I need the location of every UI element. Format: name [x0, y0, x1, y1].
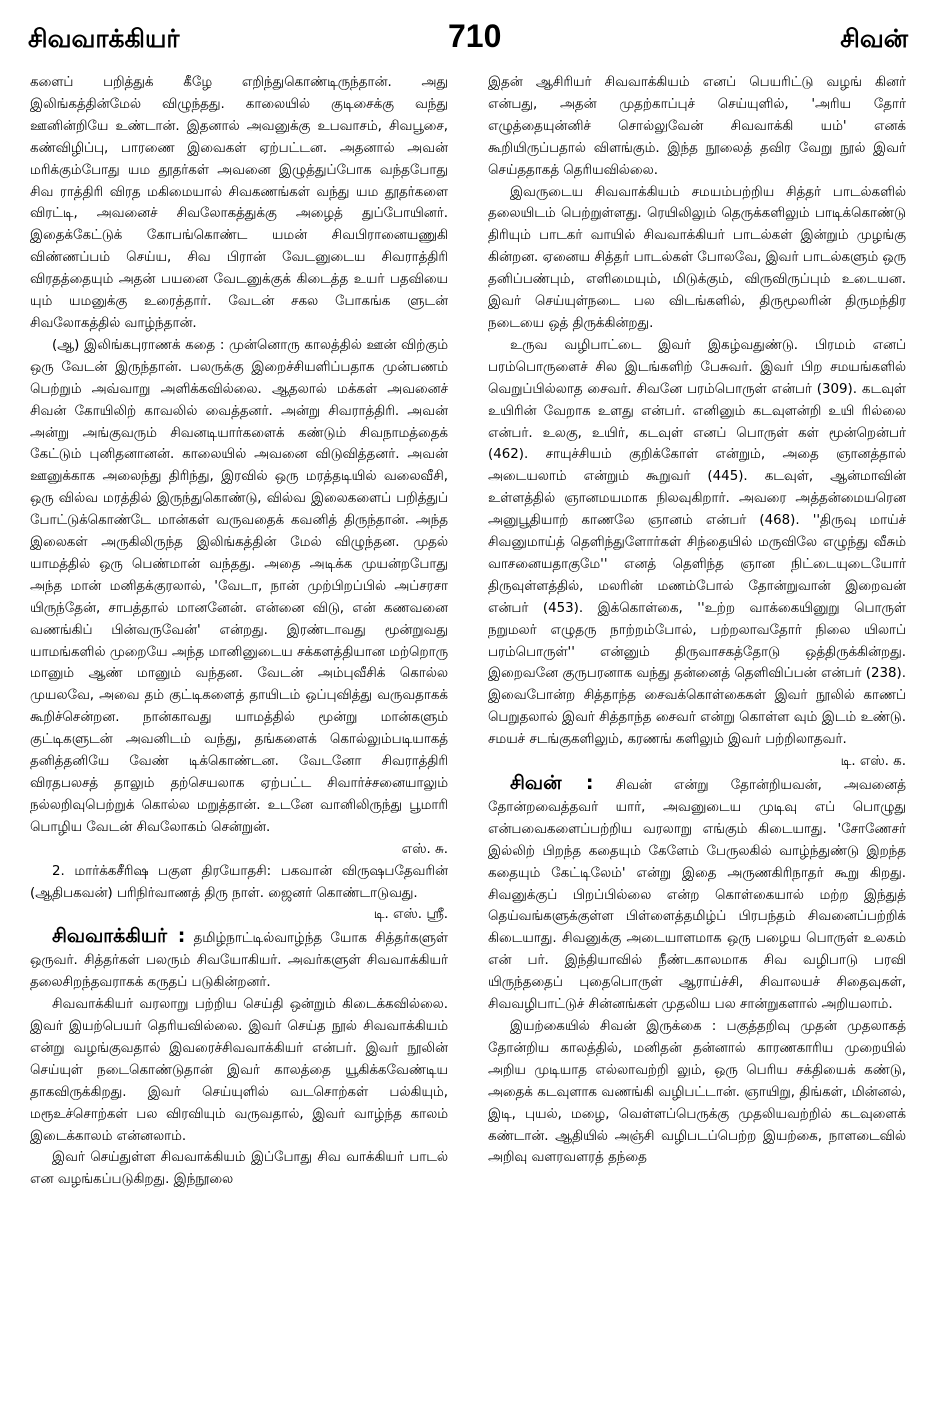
paragraph: இவர் செய்துள்ள சிவவாக்கியம் இப்போது சிவ வாக்கியர் பாடல் என வழங்கப்படுகிறது. இந்நூலை	[30, 1150, 448, 1188]
paragraph: களைப் பறித்துக் கீழே எறிந்துகொண்டிருந்தான். அது இலிங்கத்தின்மேல் விழுந்தது. காலையில் குடிசைக்கு வந்து ஊனின்றியே உண்டான். இதனால் அவனுக்கு உபவாசம், சிவபூசை, கண்விழிப்பு, பாரணை இவைகள் ஏற்பட்டன. அதனால் அவன் மரிக்கும்போது யம தூதர்கள் அவனை இழுத்துப்போக வந்தபோது சிவ ராத்திரி விரத மகிமையால் சிவகணங்கள் வந்து யம தூதர்களை விரட்டி, அவனைச் சிவலோகத்துக்கு அழைத் துப்போயினர். இதைக்கேட்டுக் கோபங்கொண்ட யமன் சிவபிரானையணுகி விண்ணப்பம் செய்ய, சிவ பிரான் வேடனுடைய சிவராத்திரி விரதத்தையும் அதன் பயனை வேடனுக்குக் கிடைத்த உயர் பதவியை யும் யமனுக்கு உரைத்தார். வேடன் சகல போகங்க ளுடன் சிவலோகத்தில் வாழ்ந்தான்.	[30, 75, 448, 331]
paragraph: தமிழ்நாட்டில்வாழ்ந்த யோக சித்தர்களுள் ஒருவர். சித்தர்கள் பலரும் சிவயோகியர். அவர்களுள் சிவவாக்கியர் தலைசிறந்தவராகக் கருதப் படுகின்றனர்.	[30, 931, 449, 991]
page-number: 710	[448, 18, 502, 54]
paragraph: இயற்கையில் சிவன் இருக்கை : பகுத்தறிவு முதன் முதலாகத் தோன்றிய காலத்தில், மனிதன் தன்னால் காரணகாரிய முறையில் அறிய முடியாத எல்லாவற்றி லும், ஒரு பெரிய சக்தியைக் கண்டு, அதைக் கடவுளாக வணங்கி வழிபட்டான். ஞாயிறு, திங்கள், மின்னல், இடி, புயல், மழை, வெள்ளப்பெருக்கு முதலியவற்றில் கடவுளைக் கண்டான். ஆதியில் அஞ்சி வழிபடப்பெற்ற இயற்கை, நாளடைவில் அறிவு வளரவளரத் தந்தை	[488, 1018, 906, 1166]
running-head-left: சிவவாக்கியர்	[28, 24, 180, 53]
entry-heading: சிவவாக்கியர் :	[52, 925, 186, 948]
page-header	[28, 18, 908, 68]
right-column	[488, 72, 906, 1169]
entry-heading: சிவன் :	[510, 772, 594, 794]
paragraph: இதன் ஆசிரியர் சிவவாக்கியம் எனப் பெயரிட்டு வழங் கினர் என்பது, அதன் முதற்காப்புச் செய்யுளில், 'அரிய தோர் எழுத்தையுன்னிச் சொல்லுவேன் சிவவாக்கி யம்' எனக் கூறியிருப்பதால் விளங்கும். இந்த நூலைத் தவிர வேறு நூல் இவர் செய்ததாகத் தெரியவில்லை.	[488, 75, 906, 178]
paragraph: சிவன் என்று தோன்றியவன், அவனைத் தோன்றவைத்தவர் யார், அவனுடைய முடிவு எப் பொழுது என்பவைகளைப்பற்றிய வரலாறு எங்கும் கிடையாது. 'சோணேசர் இல்லிற் பிறந்த கதையும் கேளேம் பேருலகில் வாழ்ந்துண்டு இறந்த கதையும் கேட்டிலேம்' என்று இதை அருணகிரிநாதர் கூறு கிறது. சிவனுக்குப் பிறப்பில்லை என்ற கொள்கையால் மற்ற இந்துத் தெய்வங்களுக்குள்ள பிள்ளைத்தமிழ்ப் பிரபந்தம் சிவனைப்பற்றிக் கிடையாது. சிவனுக்கு அடையாளமாக ஒரு பழைய பொருள் உலகம் என் பர். இந்தியாவில் நீண்டகாலமாக சிவ வழிபாடு பரவி யிருந்ததைப் புதைபொருள் ஆராய்ச்சி, சிவாலயச் சிதைவுகள், சிவவழிபாட்டுச் சின்னங்கள் முதலிய பல சான்றுகளால் அறியலாம்.	[488, 778, 907, 1013]
author-initials: டி. எஸ். ஸ்ரீ.	[373, 907, 448, 923]
paragraph: உருவ வழிபாட்டை இவர் இகழ்வதுண்டு. பிரமம் எனப் பரம்பொருளைச் சில இடங்களிற் பேசுவர். இவர் பிற சமயங்களில் வெறுப்பில்லாத சைவர். சிவனே பரம்பொருள் என்பர் (309). கடவுள் உயிரின் வேறாக உளது என்பர். எனினும் கடவுளன்றி உயி ரில்லை என்பர். உலகு, உயிர், கடவுள் எனப் பொருள் கள் மூன்றென்பர் (462). சாயுச்சியம் குறிக்கோள் என்றும், அதை ஞானத்தால் அடையலாம் என்றும் கூறுவர் (445). கடவுள், ஆன்மாவின் உள்ளத்தில் ஞானமயமாக நிலவுகிறார். அவரை அத்தன்மையரென அனுபூதியாற் காணலே ஞானம் என்பர் (468). ''திருவு மாய்ச் சிவனுமாய்த் தெளிந்துளோர்கள் சிந்தையில் மருவிலே எழுந்து வீசும் வாசனையதாகுமே'' எனத் தெளிந்த ஞான நிட்டையுடையோர் திருவுள்ளத்தில், மலரின் மணம்போல் தோன்றுவான் இறைவன் என்பர் (453). இக்கொள்கை, ''உற்ற வாக்கையினுறு பொருள் நறுமலர் எழுதரு நாற்றம்போல், பற்றலாவதோர் நிலை யிலாப் பரம்பொருள்'' என்னும் திருவாசகத்தோடு ஒத்திருக்கின்றது. இறைவனே குருபரனாக வந்து தன்னைத் தெளிவிப்பன் என்பர் (238). இவைபோன்ற சித்தாந்த சைவக்கொள்கைகள் இவர் நூலில் காணப் பெறுதலால் இவர் சித்தாந்த சைவர் என்று கொள்ள வும் இடம் உண்டு. சமயச் சடங்குகளிலும், கரணங் களிலும் இவர் பற்றிலாதவர்.	[488, 337, 906, 748]
running-head-right: சிவன்	[840, 24, 908, 53]
paragraph: இவருடைய சிவவாக்கியம் சமயம்பற்றிய சித்தர் பாடல்களில் தலையிடம் பெற்றுள்ளது. ரெயிலிலும் தெருக்களிலும் பாடிக்கொண்டு திரியும் பாடகர் வாயில் சிவவாக்கியர் பாடல்கள் இன்றும் முழங்கு கின்றன. ஏனைய சித்தர் பாடல்கள் போலவே, இவர் பாடல்களும் ஒரு தனிப்பண்பும், எளிமையும், மிடுக்கும், விருவிருப்பும் உடையன. இவர் செய்யுள்நடை பல விடங்களில், திருமூலரின் திருமந்திர நடையை ஒத் திருக்கின்றது.	[488, 184, 906, 331]
paragraph: சிவவாக்கியர் வரலாறு பற்றிய செய்தி ஒன்றும் கிடைக்கவில்லை. இவர் இயற்பெயர் தெரியவில்லை. இவர் செய்த நூல் சிவவாக்கியம் என்று வழங்குவதால் இவரைச்சிவவாக்கியர் என்பர். இவர் நூலின் செய்யுள் நடைகொண்டுதான் இவர் காலத்தை யூகிக்கவேண்டிய தாகவிருக்கிறது. இவர் செய்யுளில் வடசொற்கள் பல்கியும், மரூஉச்சொற்கள் பல விரவியும் வருவதால், இவர் வாழ்ந்த காலம் இடைக்காலம் என்னலாம்.	[30, 997, 448, 1144]
author-initials: எஸ். சு.	[401, 841, 448, 857]
paragraph: 2. மார்க்கசீரிஷ பகுள திரயோதசி: பகவான் விருஷபதேவரின் (ஆதிபகவன்) பரிநிர்வாணத் திரு நாள். ஜைனர் கொண்டாடுவது.	[30, 863, 448, 901]
author-initials: டி. எஸ். க.	[840, 754, 906, 770]
left-column	[30, 72, 448, 1191]
paragraph: (ஆ) இலிங்கபுராணக் கதை : முன்னொரு காலத்தில் ஊன் விற்கும் ஒரு வேடன் இருந்தான். பலருக்கு இறைச்சியளிப்பதாக முன்பணம் பெற்றும் அவ்வாறு அளிக்கவில்லை. ஆதலால் மக்கள் அவனைச் சிவன் கோயிலிற் காவலில் வைத்தனர். அன்று சிவராத்திரி. அவன் அன்று அங்குவரும் சிவனடியார்களைக் கண்டும் சிவநாமத்தைக் கேட்டும் புனிதனானன். காலையில் அவனை விடுவித்தனர். அவன் ஊனுக்காக அலைந்து திரிந்து, இரவில் ஒரு மரத்தடியில் வலைவீசி, ஒரு வில்வ மரத்தில் இருந்துகொண்டு, வில்வ இலைகளைப் பறித்துப் போட்டுக்கொண்டே மான்கள் வருவதைக் கவனித் திருந்தான். அந்த இலைகள் அருகிலிருந்த இலிங்கத்தின் மேல் விழுந்தன. முதல் யாமத்தில் ஒரு பெண்மான் வந்தது. அதை அடிக்க முயன்றபோது அந்த மான் மனிதக்குரலால், 'வேடா, நான் முற்பிறப்பில் அப்சரசா யிருந்தேன், சாபத்தால் மானனேன். என்னை விடு, என் கணவனை வணங்கிப் பின்வருவேன்' என்றது. இரண்டாவது மூன்றுவது யாமங்களில் முறையே அந்த மானினுடைய சக்களத்தியான மற்றொரு மானும் ஆண் மானும் வந்தன. வேடன் அம்புவீசிக் கொல்ல முயலவே, அவை தம் குட்டிகளைத் தாயிடம் ஒப்புவித்து வருவதாகக் கூறிச்சென்றன. நான்காவது யாமத்தில் மூன்று மான்களும் குட்டிகளுடன் அவனிடம் வந்து, தங்களைக் கொல்லும்படியாகத் தனித்தனியே வேண் டிக்கொண்டன. வேடனோ சிவராத்திரி விரதபலசத் தாலும் தற்செயலாக ஏற்பட்ட சிவார்ச்சனையாலும் நல்லறிவுபெற்றுக் கொல்ல மறுத்தான். உடனே வானிலிருந்து பூமாரி பொழிய வேடன் சிவலோகம் சென்றுன்.	[30, 337, 448, 835]
